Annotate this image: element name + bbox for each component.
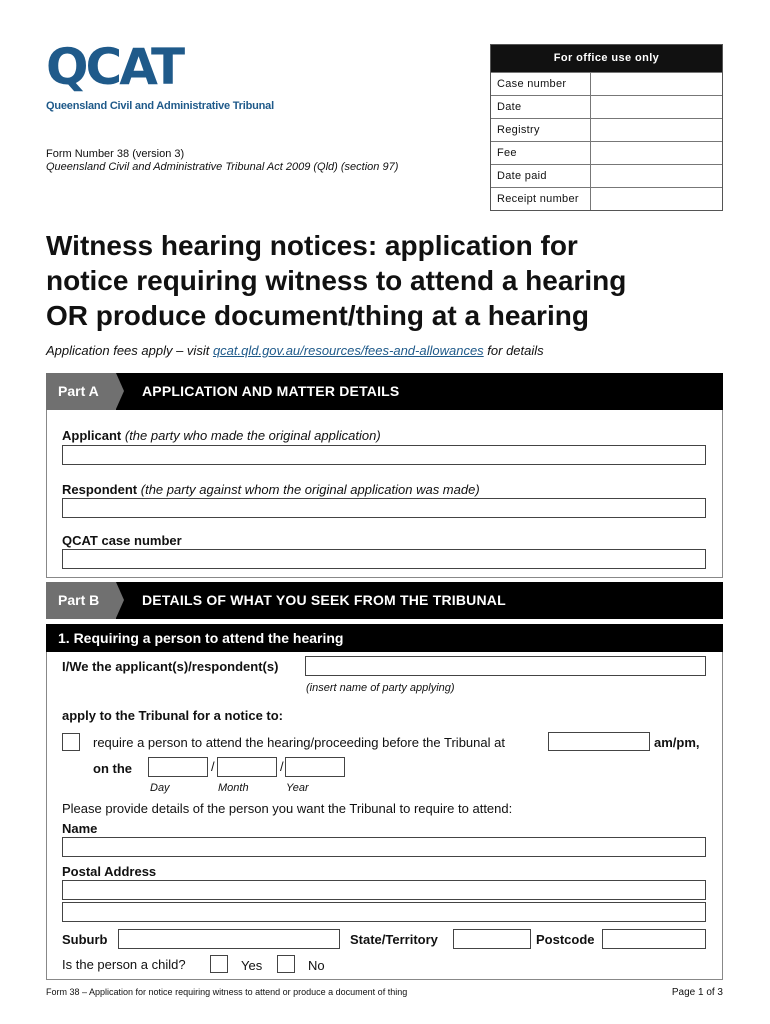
party-applying-field[interactable] — [305, 656, 706, 676]
applicant-note: (the party who made the original application) — [124, 428, 381, 443]
page-title — [46, 228, 736, 333]
footer-form-title: Form 38 – Application for notice requiring witness to attend or produce a document of thing — [46, 987, 408, 997]
office-row-date-paid — [491, 164, 722, 187]
office-value-cell — [591, 165, 722, 187]
day-field[interactable] — [148, 757, 208, 777]
office-label: Fee — [491, 142, 591, 164]
office-row-registry — [491, 118, 722, 141]
child-no-checkbox[interactable] — [277, 955, 295, 973]
provide-details-text: Please provide details of the person you want the Tribunal to require to attend: — [62, 801, 513, 816]
applicant-label-text: Applicant — [62, 428, 122, 443]
date-separator: / — [211, 759, 215, 774]
postal-address-line-2[interactable] — [62, 902, 706, 922]
form-number-block — [46, 148, 398, 174]
office-label: Receipt number — [491, 188, 591, 210]
on-the-label: on the — [93, 761, 132, 776]
title-line: OR produce document/thing at a hearing — [46, 300, 589, 331]
logo-wordmark: QCAT — [46, 38, 183, 96]
office-value-cell — [591, 96, 722, 118]
org-name: Queensland Civil and Administrative Tribunal — [46, 100, 274, 112]
section-1-header: 1. Requiring a person to attend the hearing — [46, 624, 723, 652]
postcode-field[interactable] — [602, 929, 706, 949]
qcat-case-number-field[interactable] — [62, 549, 706, 569]
name-field[interactable] — [62, 837, 706, 857]
office-label: Registry — [491, 119, 591, 141]
month-field[interactable] — [217, 757, 277, 777]
require-attendance-text: require a person to attend the hearing/proceeding before the Tribunal at — [93, 735, 505, 750]
part-a-title: APPLICATION AND MATTER DETAILS — [142, 383, 400, 399]
page-number: Page 1 of 3 — [671, 987, 723, 998]
qcat-case-number-label: QCAT case number — [62, 533, 182, 548]
fees-suffix: for details — [483, 343, 544, 358]
part-a-tab: Part A — [46, 373, 116, 410]
respondent-note: (the party against whom the original application was made) — [140, 482, 480, 497]
office-row-fee — [491, 141, 722, 164]
apply-label: apply to the Tribunal for a notice to: — [62, 708, 284, 723]
title-line: notice requiring witness to attend a hearing — [46, 265, 627, 296]
part-b-tab: Part B — [46, 582, 116, 619]
hearing-time-field[interactable] — [548, 732, 650, 751]
applicant-label — [62, 428, 381, 443]
respondent-label-text: Respondent — [62, 482, 138, 497]
suburb-label: Suburb — [62, 932, 108, 947]
party-applying-label: I/We the applicant(s)/respondent(s) — [62, 659, 279, 674]
office-row-receipt-number — [491, 187, 722, 210]
postal-address-label: Postal Address — [62, 864, 157, 879]
part-b-header — [46, 582, 723, 619]
child-question: Is the person a child? — [62, 957, 186, 972]
year-field[interactable] — [285, 757, 345, 777]
insert-name-note: (insert name of party applying) — [306, 682, 455, 694]
part-b-title: DETAILS OF WHAT YOU SEEK FROM THE TRIBUNAL — [142, 592, 506, 608]
state-label: State/Territory — [350, 932, 438, 947]
child-yes-checkbox[interactable] — [210, 955, 228, 973]
fees-notice — [46, 343, 544, 358]
name-label: Name — [62, 821, 98, 836]
office-use-table — [490, 44, 723, 211]
title-line: Witness hearing notices: application for — [46, 230, 578, 261]
postcode-label: Postcode — [536, 932, 595, 947]
respondent-label — [62, 482, 480, 497]
postal-address-line-1[interactable] — [62, 880, 706, 900]
office-label: Date paid — [491, 165, 591, 187]
office-value-cell — [591, 119, 722, 141]
child-no-label: No — [308, 958, 325, 973]
respondent-field[interactable] — [62, 498, 706, 518]
require-attendance-checkbox[interactable] — [62, 733, 80, 751]
office-value-cell — [591, 73, 722, 95]
office-value-cell — [591, 188, 722, 210]
form-number: Form Number 38 (version 3) — [46, 148, 185, 160]
state-field[interactable] — [453, 929, 531, 949]
date-separator: / — [280, 759, 284, 774]
office-use-title: For office use only — [491, 45, 722, 72]
office-value-cell — [591, 142, 722, 164]
act-reference: Queensland Civil and Administrative Tribunal Act 2009 (Qld) (section 97) — [46, 161, 399, 173]
child-yes-label: Yes — [241, 958, 263, 973]
ampm-label: am/pm, — [654, 735, 700, 750]
office-label: Case number — [491, 73, 591, 95]
year-caption: Year — [286, 782, 309, 794]
qcat-logo — [46, 38, 274, 112]
month-caption: Month — [218, 782, 249, 794]
day-caption: Day — [150, 782, 170, 794]
part-a-header — [46, 373, 723, 410]
applicant-field[interactable] — [62, 445, 706, 465]
office-row-date — [491, 95, 722, 118]
fees-prefix: Application fees apply – visit — [46, 343, 213, 358]
office-label: Date — [491, 96, 591, 118]
suburb-field[interactable] — [118, 929, 340, 949]
office-row-case-number — [491, 72, 722, 95]
fees-link[interactable]: qcat.qld.gov.au/resources/fees-and-allowances — [212, 343, 484, 358]
